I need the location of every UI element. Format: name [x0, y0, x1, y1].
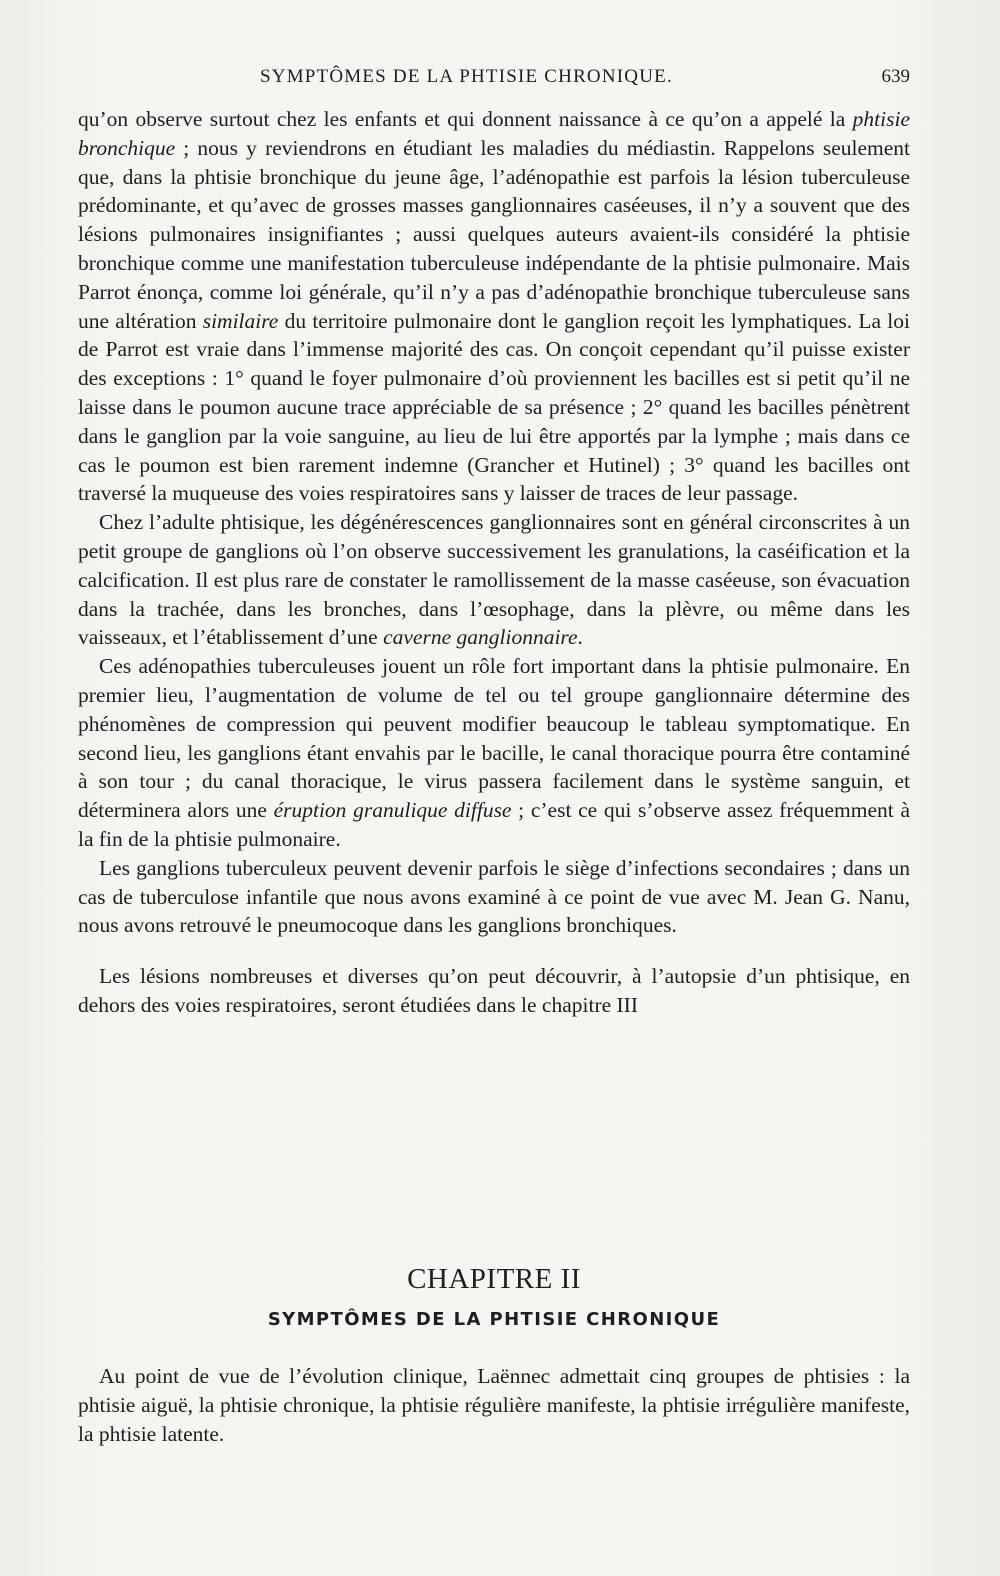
chapter-title: CHAPITRE II [407, 1263, 581, 1295]
running-title: SYMPTÔMES DE LA PHTISIE CHRONIQUE. [260, 66, 673, 87]
main-text [78, 105, 910, 1020]
paragraph-1-text-a: qu’on observe surtout chez les enfants et qui donnent naissance à ce qu’on a appelé la [78, 107, 853, 131]
chapter-paragraph-1: Au point de vue de l’évolution clinique, Laënnec admettait cinq groupes de phtisies : la phtisie aiguë, la phtisie chronique, la phtisie régulière manifeste, la phtisie irrégulière manifeste, la phtisie latente. [78, 1364, 910, 1446]
paragraph-3-text-c: ; c’est ce qui s’observe assez fréquemment à la fin de la phtisie pulmonaire. [78, 798, 911, 851]
paragraph-1-italic-similaire: similaire [202, 308, 279, 333]
paragraph-4: Les ganglions tuberculeux peuvent devenir parfois le siège d’infections secondaires ; dans un cas de tuberculose infantile que nous avons examiné à ce point de vue avec M. Jean G. Nanu, nous avons retrouvé le pneumocoque dans les ganglions bronchiques. [78, 855, 910, 938]
paragraph-3-text-a: Ces adénopathies tuberculeuses jouent un rôle fort important dans la phtisie pulmonaire. En premier lieu, l’augmentation de volume de tel ou tel groupe ganglionnaire détermine des phénomènes de compression qui peuvent modifier beaucoup le tableau symptomatique. En second lieu, les ganglions étant envahis par le bacille, le canal thoracique pourra être contaminé à son tour ; du canal thoracique, le virus passera facilement dans le système sanguin, et déterminera alors une [78, 654, 910, 823]
page-number: 639 [881, 66, 910, 87]
chapter-body [78, 1362, 910, 1448]
page-header [78, 66, 910, 96]
paragraph-5: Les lésions nombreuses et diverses qu’on peut découvrir, à l’autopsie d’un phtisique, en dehors des voies respiratoires, seront étudiées dans le chapitre III [78, 964, 910, 1017]
paragraph-2 [78, 508, 910, 652]
paragraph-gap [78, 940, 910, 962]
paragraph-1-text-e: du territoire pulmonaire dont le ganglion reçoit les lymphatiques. La loi de Parrot est vraie dans l’immense majorité des cas. On conçoit cependant qu’il puisse exister des exceptions : 1° quand le foyer pulmonaire d’où proviennent les bacilles est si petit qu’il ne laisse dans le poumon aucune trace appréciable de sa présence ; 2° quand les bacilles pénètrent dans le ganglion par la voie sanguine, au lieu de lui être apportés par la lymphe ; mais dans ce cas le poumon est bien rarement indemne (Grancher et Hutinel) ; 3° quand les bacilles ont traversé la muqueuse des voies respiratoires sans y laisser de traces de leur passage. [78, 308, 910, 506]
chapter-subtitle: SYMPTÔMES DE LA PHTISIE CHRONIQUE [267, 1309, 721, 1330]
paragraph-3 [78, 652, 910, 854]
paragraph-1-text-c: ; nous y reviendrons en étudiant les maladies du médiastin. Rappelons seulement que, dans la phtisie bronchique du jeune âge, l’adénopathie est parfois la lésion tuberculeuse prédominante, et qu’avec de grosses masses ganglionnaires caséeuses, il n’y a souvent que des lésions pulmonaires insignifiantes ; aussi quelques auteurs avaient-ils considéré la phtisie bronchique comme une manifestation tuberculeuse indépendante de la phtisie pulmonaire. Mais Parrot énonça, comme loi générale, qu’il n’y a pas d’adénopathie bronchique tuberculeuse sans une altération [78, 135, 910, 333]
paragraph-1 [78, 105, 910, 508]
paragraph-2-italic-caverne: caverne ganglionnaire [383, 625, 578, 650]
paragraph-1-italic-phtisie-bronchique: phtisie bronchique [78, 107, 910, 160]
paragraph-2-text-c: . [577, 625, 583, 650]
paragraph-3-italic-eruption: éruption granulique diffuse [273, 798, 512, 823]
paragraph-2-text-a: Chez l’adulte phtisique, les dégénérescences ganglionnaires sont en général circonscrites à un petit groupe de ganglions où l’on observe successivement les granulations, la caséification et la calcification. Il est plus rare de constater le ramollissement de la masse caséeuse, son évacuation dans la trachée, dans les bronches, dans l’œsophage, dans la plèvre, ou même dans les vaisseaux, et l’établissement d’une [78, 510, 910, 650]
